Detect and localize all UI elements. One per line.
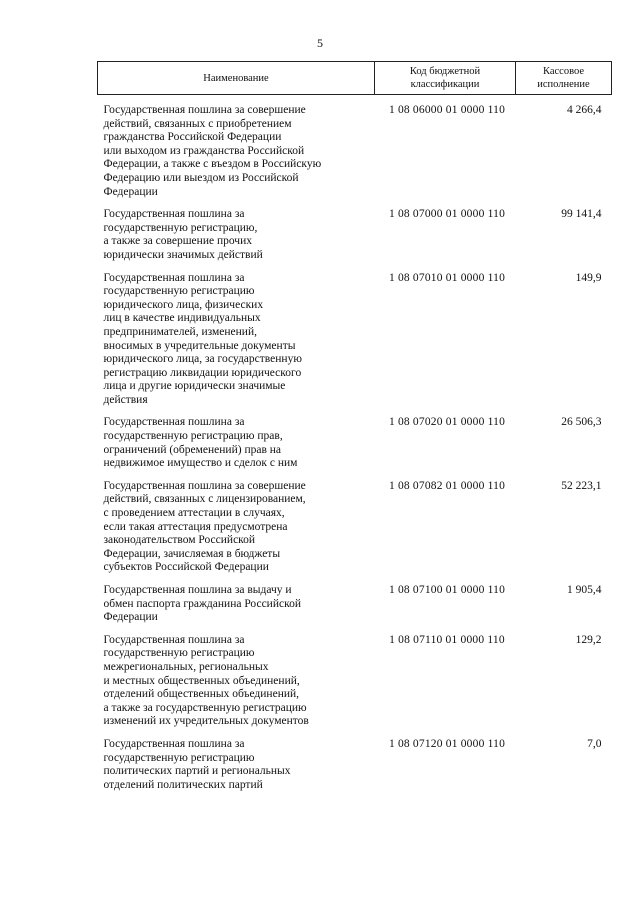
table-row bbox=[98, 416, 612, 479]
row-name-line: или выходом из гражданства Российской bbox=[103, 144, 305, 157]
row-name-cell bbox=[98, 738, 375, 801]
row-name-line: межрегиональных, региональных bbox=[103, 660, 269, 673]
row-name-line: Государственная пошлина за выдачу и bbox=[103, 584, 292, 596]
row-amount-cell: 1 905,4 bbox=[567, 584, 602, 596]
row-name-line: юридического лица, физических bbox=[103, 298, 264, 311]
row-name-line: лиц в качестве индивидуальных bbox=[103, 312, 261, 325]
row-name-cell bbox=[98, 584, 375, 634]
row-name-line: действий, связанных с приобретением bbox=[103, 117, 292, 130]
row-name-line: если такая аттестация предусмотрена bbox=[103, 520, 288, 533]
row-code-cell: 1 08 07100 01 0000 110 bbox=[388, 584, 506, 596]
row-amount-cell: 26 506,3 bbox=[561, 416, 602, 429]
header-amount-line2: исполнение bbox=[537, 79, 590, 90]
row-amount-cell: 52 223,1 bbox=[561, 479, 602, 492]
page-number: 5 bbox=[317, 36, 323, 50]
row-name-line: и местных общественных объединений, bbox=[103, 674, 300, 687]
row-name-line: Государственная пошлина за bbox=[103, 416, 245, 429]
header-code-line1: Код бюджетной bbox=[409, 66, 481, 77]
row-name-line: юридически значимых действий bbox=[103, 248, 263, 261]
header-name bbox=[98, 62, 375, 95]
table-header-row bbox=[98, 62, 612, 95]
row-name-line: политических партий и региональных bbox=[103, 765, 291, 778]
row-name-line: государственную регистрацию, bbox=[103, 221, 258, 234]
row-name-line: а также за государственную регистрацию bbox=[103, 701, 307, 714]
table-row bbox=[98, 272, 612, 417]
row-name-line: обмен паспорта гражданина Российской bbox=[103, 597, 301, 610]
row-name-cell bbox=[98, 416, 375, 479]
table-row bbox=[98, 480, 612, 584]
row-name-line: субъектов Российской Федерации bbox=[103, 561, 269, 574]
row-name-line: законодательством Российской bbox=[103, 534, 256, 547]
header-name-label: Наименование bbox=[203, 72, 269, 84]
row-name-line: Федерацию или выездом из Российской bbox=[103, 171, 299, 184]
row-name-line: государственную регистрацию bbox=[103, 751, 255, 764]
row-code-cell: 1 08 07000 01 0000 110 bbox=[388, 208, 506, 221]
row-name-line: государственную регистрацию прав, bbox=[103, 430, 283, 443]
row-name-line: вносимых в учредительные документы bbox=[103, 339, 296, 352]
row-code-cell: 1 08 07120 01 0000 110 bbox=[388, 737, 506, 750]
row-amount-cell: 129,2 bbox=[575, 633, 602, 646]
row-name-line: с проведением аттестации в случаях, bbox=[103, 507, 285, 520]
row-name-cell bbox=[98, 95, 375, 209]
row-name-line: Государственная пошлина за bbox=[103, 271, 245, 284]
row-name-line: лица и другие юридически значимые bbox=[103, 380, 286, 393]
row-name-line: Государственная пошлина за совершение bbox=[103, 104, 306, 116]
row-name-line: а также за совершение прочих bbox=[103, 235, 252, 248]
row-code-cell: 1 08 07082 01 0000 110 bbox=[388, 479, 506, 492]
row-name-line: ограничений (обременений) прав на bbox=[103, 443, 282, 456]
row-name-line: Государственная пошлина за совершение bbox=[103, 479, 306, 492]
header-amount bbox=[516, 62, 612, 95]
row-name-line: Государственная пошлина за bbox=[103, 208, 245, 221]
table-row bbox=[98, 738, 612, 801]
row-name-line: Государственная пошлина за bbox=[103, 633, 245, 646]
row-name-line: Федерации bbox=[103, 611, 158, 624]
row-name-cell bbox=[98, 634, 375, 738]
header-code-line2: классификации bbox=[410, 79, 480, 90]
budget-table bbox=[97, 61, 612, 801]
row-name-line: отделений общественных объединений, bbox=[103, 688, 300, 701]
row-name-line: недвижимое имущество и сделок с ним bbox=[103, 457, 298, 470]
table-row bbox=[98, 584, 612, 634]
table-row bbox=[98, 634, 612, 738]
row-amount-cell: 99 141,4 bbox=[561, 208, 602, 221]
header-amount-line1: Кассовое bbox=[542, 66, 585, 77]
row-name-line: Федерации, а также с въездом в Российскую bbox=[103, 158, 322, 171]
row-name-line: действия bbox=[103, 393, 148, 406]
table-row bbox=[98, 95, 612, 209]
table-row bbox=[98, 208, 612, 271]
row-name-cell bbox=[98, 208, 375, 271]
row-name-line: Федерации, зачисляемая в бюджеты bbox=[103, 547, 281, 560]
row-name-cell bbox=[98, 480, 375, 584]
row-name-line: Федерации bbox=[103, 185, 158, 198]
row-name-line: гражданства Российской Федерации bbox=[103, 131, 282, 144]
row-amount-cell: 149,9 bbox=[575, 271, 602, 284]
table-body bbox=[98, 95, 612, 802]
row-code-cell: 1 08 07020 01 0000 110 bbox=[388, 416, 506, 429]
row-name-line: юридического лица, за государственную bbox=[103, 353, 302, 366]
row-amount-cell: 4 266,4 bbox=[567, 104, 602, 116]
row-name-cell bbox=[98, 272, 375, 417]
row-name-line: государственную регистрацию bbox=[103, 285, 255, 298]
row-name-line: регистрацию ликвидации юридического bbox=[103, 366, 302, 379]
row-name-line: государственную регистрацию bbox=[103, 647, 255, 660]
row-name-line: изменений их учредительных документов bbox=[103, 715, 309, 728]
row-code-cell: 1 08 06000 01 0000 110 bbox=[388, 104, 506, 116]
row-code-cell: 1 08 07010 01 0000 110 bbox=[388, 271, 506, 284]
row-amount-cell: 7,0 bbox=[587, 737, 602, 750]
row-name-line: Государственная пошлина за bbox=[103, 737, 245, 750]
row-name-line: действий, связанных с лицензированием, bbox=[103, 493, 306, 506]
row-code-cell: 1 08 07110 01 0000 110 bbox=[389, 633, 505, 646]
header-code bbox=[375, 62, 516, 95]
row-name-line: отделений политических партий bbox=[103, 778, 263, 791]
row-name-line: предпринимателей, изменений, bbox=[103, 325, 257, 338]
